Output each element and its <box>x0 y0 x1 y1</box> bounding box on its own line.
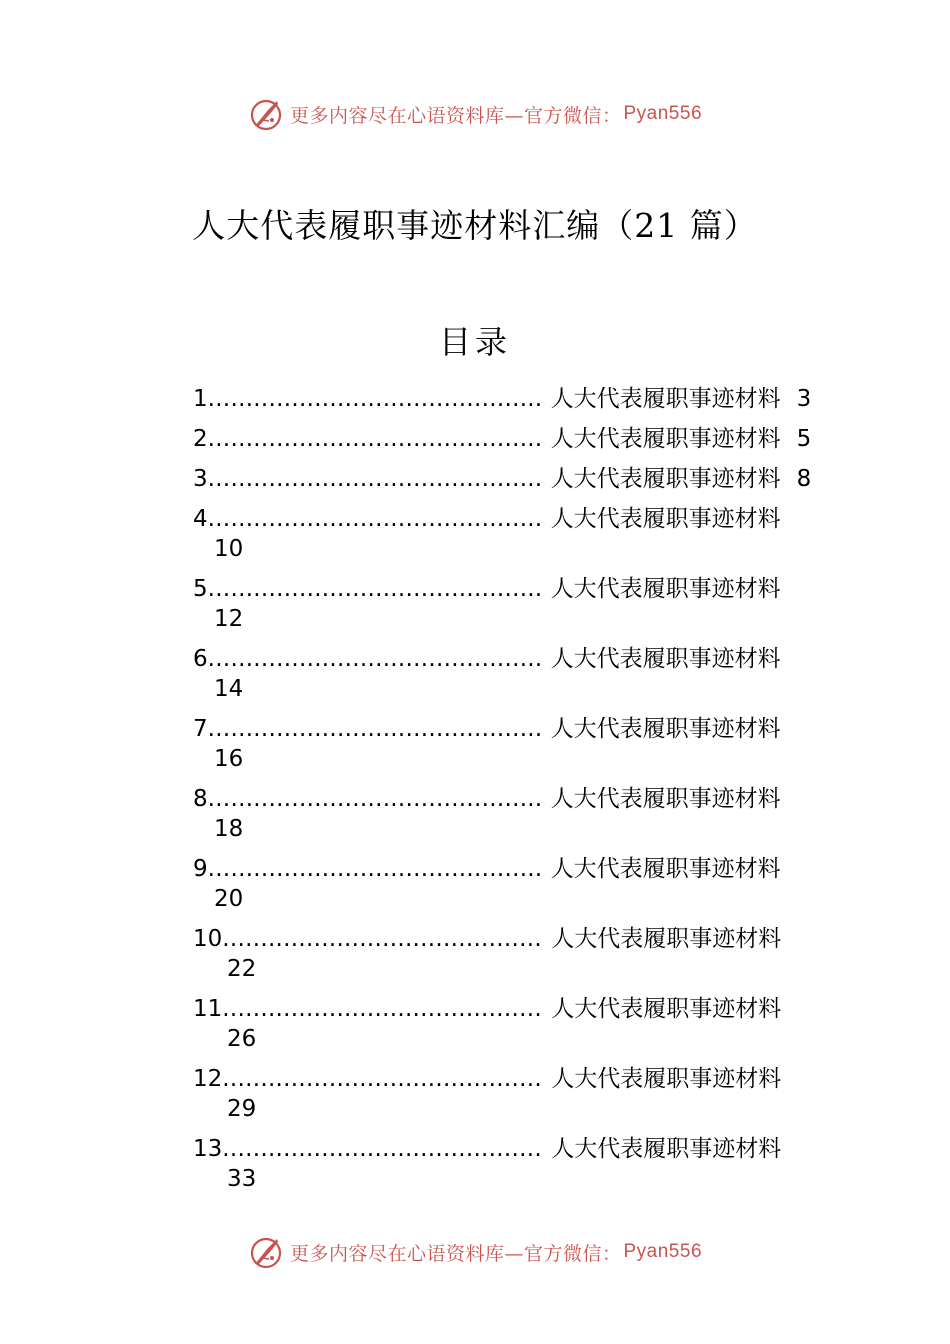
toc-entry-number: 2 <box>193 426 208 452</box>
toc-entry[interactable] <box>193 574 853 644</box>
header-banner <box>0 94 950 134</box>
toc-entry-number: 9 <box>193 856 208 882</box>
table-of-contents <box>193 384 853 1204</box>
toc-entry-title: 人大代表履职事迹材料 <box>551 1136 782 1162</box>
toc-leader-dots: .......................................... <box>222 996 542 1022</box>
toc-page-number: 14 <box>214 676 244 702</box>
toc-entry-title: 人大代表履职事迹材料 <box>550 386 781 412</box>
toc-entry-number: 7 <box>193 716 208 742</box>
toc-entry[interactable] <box>193 504 853 574</box>
toc-entry-number: 11 <box>193 996 223 1022</box>
quill-pen-circle-icon <box>248 96 284 132</box>
toc-entry-number: 5 <box>193 576 208 602</box>
toc-entry[interactable] <box>193 644 853 714</box>
toc-entry-number: 12 <box>193 1066 223 1092</box>
toc-entry-title: 人大代表履职事迹材料 <box>550 466 781 492</box>
toc-entry-number: 13 <box>193 1136 223 1162</box>
toc-entry-title: 人大代表履职事迹材料 <box>550 576 781 602</box>
toc-entry[interactable] <box>193 464 853 504</box>
toc-entry[interactable] <box>193 854 853 924</box>
toc-entry-title: 人大代表履职事迹材料 <box>551 996 782 1022</box>
toc-entry[interactable] <box>193 424 853 464</box>
toc-entry-title: 人大代表履职事迹材料 <box>551 926 782 952</box>
toc-heading: 目录 <box>438 323 511 361</box>
toc-entry-number: 8 <box>193 786 208 812</box>
toc-entry-title: 人大代表履职事迹材料 <box>551 1066 782 1092</box>
toc-leader-dots: .......................................... <box>222 1136 542 1162</box>
toc-entry-title: 人大代表履职事迹材料 <box>550 856 781 882</box>
toc-entry-title: 人大代表履职事迹材料 <box>550 426 781 452</box>
toc-leader-dots: ............................................ <box>207 646 543 672</box>
toc-entry[interactable] <box>193 1134 853 1204</box>
document-title: 人大代表履职事迹材料汇编（21 篇） <box>192 206 758 245</box>
toc-entry-number: 4 <box>193 506 208 532</box>
toc-page-number: 33 <box>227 1166 257 1192</box>
toc-leader-dots: ............................................ <box>207 716 543 742</box>
toc-leader-dots: ............................................ <box>207 426 543 452</box>
banner-wechat-id: Pyan556 <box>623 103 703 124</box>
toc-page-number: 16 <box>214 746 244 772</box>
toc-leader-dots: ............................................ <box>207 856 543 882</box>
toc-entry[interactable] <box>193 784 853 854</box>
toc-leader-dots: .......................................... <box>222 1066 542 1092</box>
footer-banner <box>0 1232 950 1272</box>
toc-page-number: 12 <box>214 606 244 632</box>
toc-page-number: 22 <box>227 956 257 982</box>
toc-leader-dots: ............................................ <box>207 506 543 532</box>
toc-entry-title: 人大代表履职事迹材料 <box>550 716 781 742</box>
toc-leader-dots: .......................................... <box>222 926 542 952</box>
toc-entry-title: 人大代表履职事迹材料 <box>550 506 781 532</box>
toc-entry-number: 1 <box>193 386 208 412</box>
toc-leader-dots: ............................................ <box>207 786 543 812</box>
toc-page-number: 5 <box>796 426 812 452</box>
toc-page-number: 10 <box>214 536 244 562</box>
banner-text: 更多内容尽在心语资料库—官方微信： <box>289 1242 622 1265</box>
quill-pen-circle-icon <box>248 1234 284 1270</box>
toc-entry[interactable] <box>193 924 853 994</box>
toc-entry[interactable] <box>193 1064 853 1134</box>
toc-page-number: 26 <box>227 1026 257 1052</box>
toc-page-number: 8 <box>796 466 812 492</box>
toc-entry[interactable] <box>193 994 853 1064</box>
toc-entry-title: 人大代表履职事迹材料 <box>550 786 781 812</box>
toc-leader-dots: ............................................ <box>207 386 543 412</box>
toc-page-number: 20 <box>214 886 244 912</box>
toc-page-number: 29 <box>227 1096 257 1122</box>
banner-text: 更多内容尽在心语资料库—官方微信： <box>289 104 622 127</box>
toc-leader-dots: ............................................ <box>207 576 543 602</box>
toc-entry[interactable] <box>193 714 853 784</box>
toc-entry-number: 6 <box>193 646 208 672</box>
toc-leader-dots: ............................................ <box>207 466 543 492</box>
banner-wechat-id: Pyan556 <box>623 1241 703 1262</box>
toc-entry-number: 3 <box>193 466 208 492</box>
toc-entry-number: 10 <box>193 926 223 952</box>
toc-entry[interactable] <box>193 384 853 424</box>
toc-page-number: 3 <box>796 386 812 412</box>
toc-entry-title: 人大代表履职事迹材料 <box>550 646 781 672</box>
toc-page-number: 18 <box>214 816 244 842</box>
